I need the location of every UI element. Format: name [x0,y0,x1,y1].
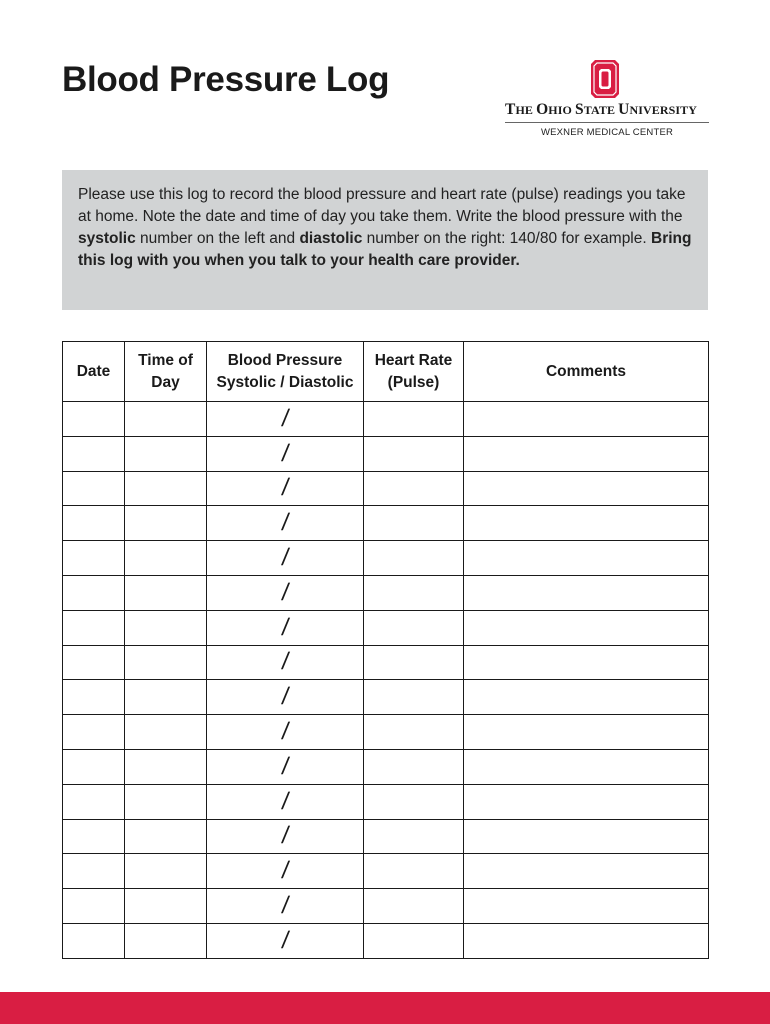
date-cell[interactable] [63,645,125,680]
table-row [63,541,709,576]
bp-separator: / [279,857,291,885]
bp-cell[interactable] [207,471,364,506]
time-cell[interactable] [125,715,207,750]
bp-separator: / [279,544,291,572]
time-cell[interactable] [125,645,207,680]
heart-rate-cell[interactable] [364,923,464,958]
heart-rate-cell[interactable] [364,575,464,610]
comments-cell[interactable] [464,854,709,889]
bp-separator: / [279,892,291,920]
date-cell[interactable] [63,506,125,541]
bp-cell[interactable] [207,784,364,819]
time-cell[interactable] [125,402,207,437]
time-cell[interactable] [125,471,207,506]
instructions-bold-diastolic: diastolic [299,230,363,247]
header-heart-rate: Heart Rate (Pulse) [364,342,464,402]
date-cell[interactable] [63,680,125,715]
bp-cell[interactable] [207,889,364,924]
date-cell[interactable] [63,610,125,645]
time-cell[interactable] [125,610,207,645]
date-cell[interactable] [63,889,125,924]
date-cell[interactable] [63,471,125,506]
comments-cell[interactable] [464,541,709,576]
instructions-text: number on the left and [135,230,300,247]
bp-separator: / [279,787,291,815]
date-cell[interactable] [63,819,125,854]
comments-cell[interactable] [464,610,709,645]
header-comments: Comments [464,342,709,402]
comments-cell[interactable] [464,749,709,784]
comments-cell[interactable] [464,680,709,715]
comments-cell[interactable] [464,506,709,541]
date-cell[interactable] [63,854,125,889]
bp-separator: / [279,926,291,954]
time-cell[interactable] [125,923,207,958]
table-header-row [63,342,709,402]
university-logo [505,60,709,138]
table-row [63,506,709,541]
bp-separator: / [279,439,291,467]
time-cell[interactable] [125,506,207,541]
comments-cell[interactable] [464,436,709,471]
heart-rate-cell[interactable] [364,436,464,471]
comments-cell[interactable] [464,471,709,506]
bp-cell[interactable] [207,923,364,958]
footer-bar [0,992,770,1024]
bp-separator: / [279,578,291,606]
date-cell[interactable] [63,923,125,958]
bp-separator: / [279,752,291,780]
comments-cell[interactable] [464,645,709,680]
table-row [63,715,709,750]
table-row [63,923,709,958]
time-cell[interactable] [125,784,207,819]
table-row [63,680,709,715]
comments-cell[interactable] [464,923,709,958]
medical-center-name: WEXNER MEDICAL CENTER [540,127,674,138]
time-cell[interactable] [125,575,207,610]
table-row [63,436,709,471]
bp-cell[interactable] [207,819,364,854]
table-row [63,645,709,680]
comments-cell[interactable] [464,715,709,750]
instructions-bold-systolic: systolic [78,230,136,247]
table-row [63,854,709,889]
bp-cell[interactable] [207,436,364,471]
instructions-text: number on the right: 140/80 for example. [362,230,651,247]
bp-cell[interactable] [207,541,364,576]
heart-rate-cell[interactable] [364,506,464,541]
bp-separator: / [279,474,291,502]
bp-separator: / [279,648,291,676]
table-row [63,610,709,645]
table-row [63,784,709,819]
page-title: Blood Pressure Log [62,60,390,99]
heart-rate-cell[interactable] [364,645,464,680]
bp-cell[interactable] [207,645,364,680]
table-row [63,889,709,924]
heart-rate-cell[interactable] [364,541,464,576]
instructions-text: Please use this log to record the blood pressure and heart rate (pulse) readings you take at home. Note the date and time of day you take them. Write the blood pressure with the [78,186,686,225]
heart-rate-cell[interactable] [364,402,464,437]
heart-rate-cell[interactable] [364,715,464,750]
table-row [63,471,709,506]
block-o-logo-icon [591,60,619,98]
heart-rate-cell[interactable] [364,854,464,889]
date-cell[interactable] [63,749,125,784]
table-row [63,575,709,610]
logo-divider [505,122,709,123]
bp-separator: / [279,613,291,641]
table-body [63,402,709,959]
bp-cell[interactable] [207,680,364,715]
bp-cell[interactable] [207,575,364,610]
bp-cell[interactable] [207,402,364,437]
header-blood-pressure: Blood Pressure Systolic / Diastolic [207,342,364,402]
date-cell[interactable] [63,402,125,437]
bp-separator: / [279,404,291,432]
blood-pressure-table [62,341,709,959]
comments-cell[interactable] [464,784,709,819]
comments-cell[interactable] [464,889,709,924]
date-cell[interactable] [63,784,125,819]
header-date: Date [63,342,125,402]
bp-cell[interactable] [207,715,364,750]
bp-separator: / [279,683,291,711]
date-cell[interactable] [63,541,125,576]
bp-separator: / [279,718,291,746]
comments-cell[interactable] [464,819,709,854]
table-row [63,402,709,437]
time-cell[interactable] [125,749,207,784]
bp-cell[interactable] [207,749,364,784]
comments-cell[interactable] [464,402,709,437]
heart-rate-cell[interactable] [364,749,464,784]
comments-cell[interactable] [464,575,709,610]
header-time-of-day: Time of Day [125,342,207,402]
heart-rate-cell[interactable] [364,471,464,506]
instructions-bold-reminder: Bring this log with you when you talk to your health care provider. [78,230,692,269]
time-cell[interactable] [125,819,207,854]
heart-rate-cell[interactable] [364,610,464,645]
date-cell[interactable] [63,715,125,750]
time-cell[interactable] [125,436,207,471]
heart-rate-cell[interactable] [364,889,464,924]
time-cell[interactable] [125,854,207,889]
university-name: THE OHIO STATE UNIVERSITY [505,101,698,118]
date-cell[interactable] [63,575,125,610]
bp-cell[interactable] [207,854,364,889]
time-cell[interactable] [125,889,207,924]
bp-separator: / [279,509,291,537]
time-cell[interactable] [125,680,207,715]
time-cell[interactable] [125,541,207,576]
date-cell[interactable] [63,436,125,471]
bp-separator: / [279,822,291,850]
bp-cell[interactable] [207,506,364,541]
heart-rate-cell[interactable] [364,784,464,819]
table-row [63,749,709,784]
heart-rate-cell[interactable] [364,680,464,715]
bp-cell[interactable] [207,610,364,645]
table-row [63,819,709,854]
instructions-box [62,170,708,310]
heart-rate-cell[interactable] [364,819,464,854]
